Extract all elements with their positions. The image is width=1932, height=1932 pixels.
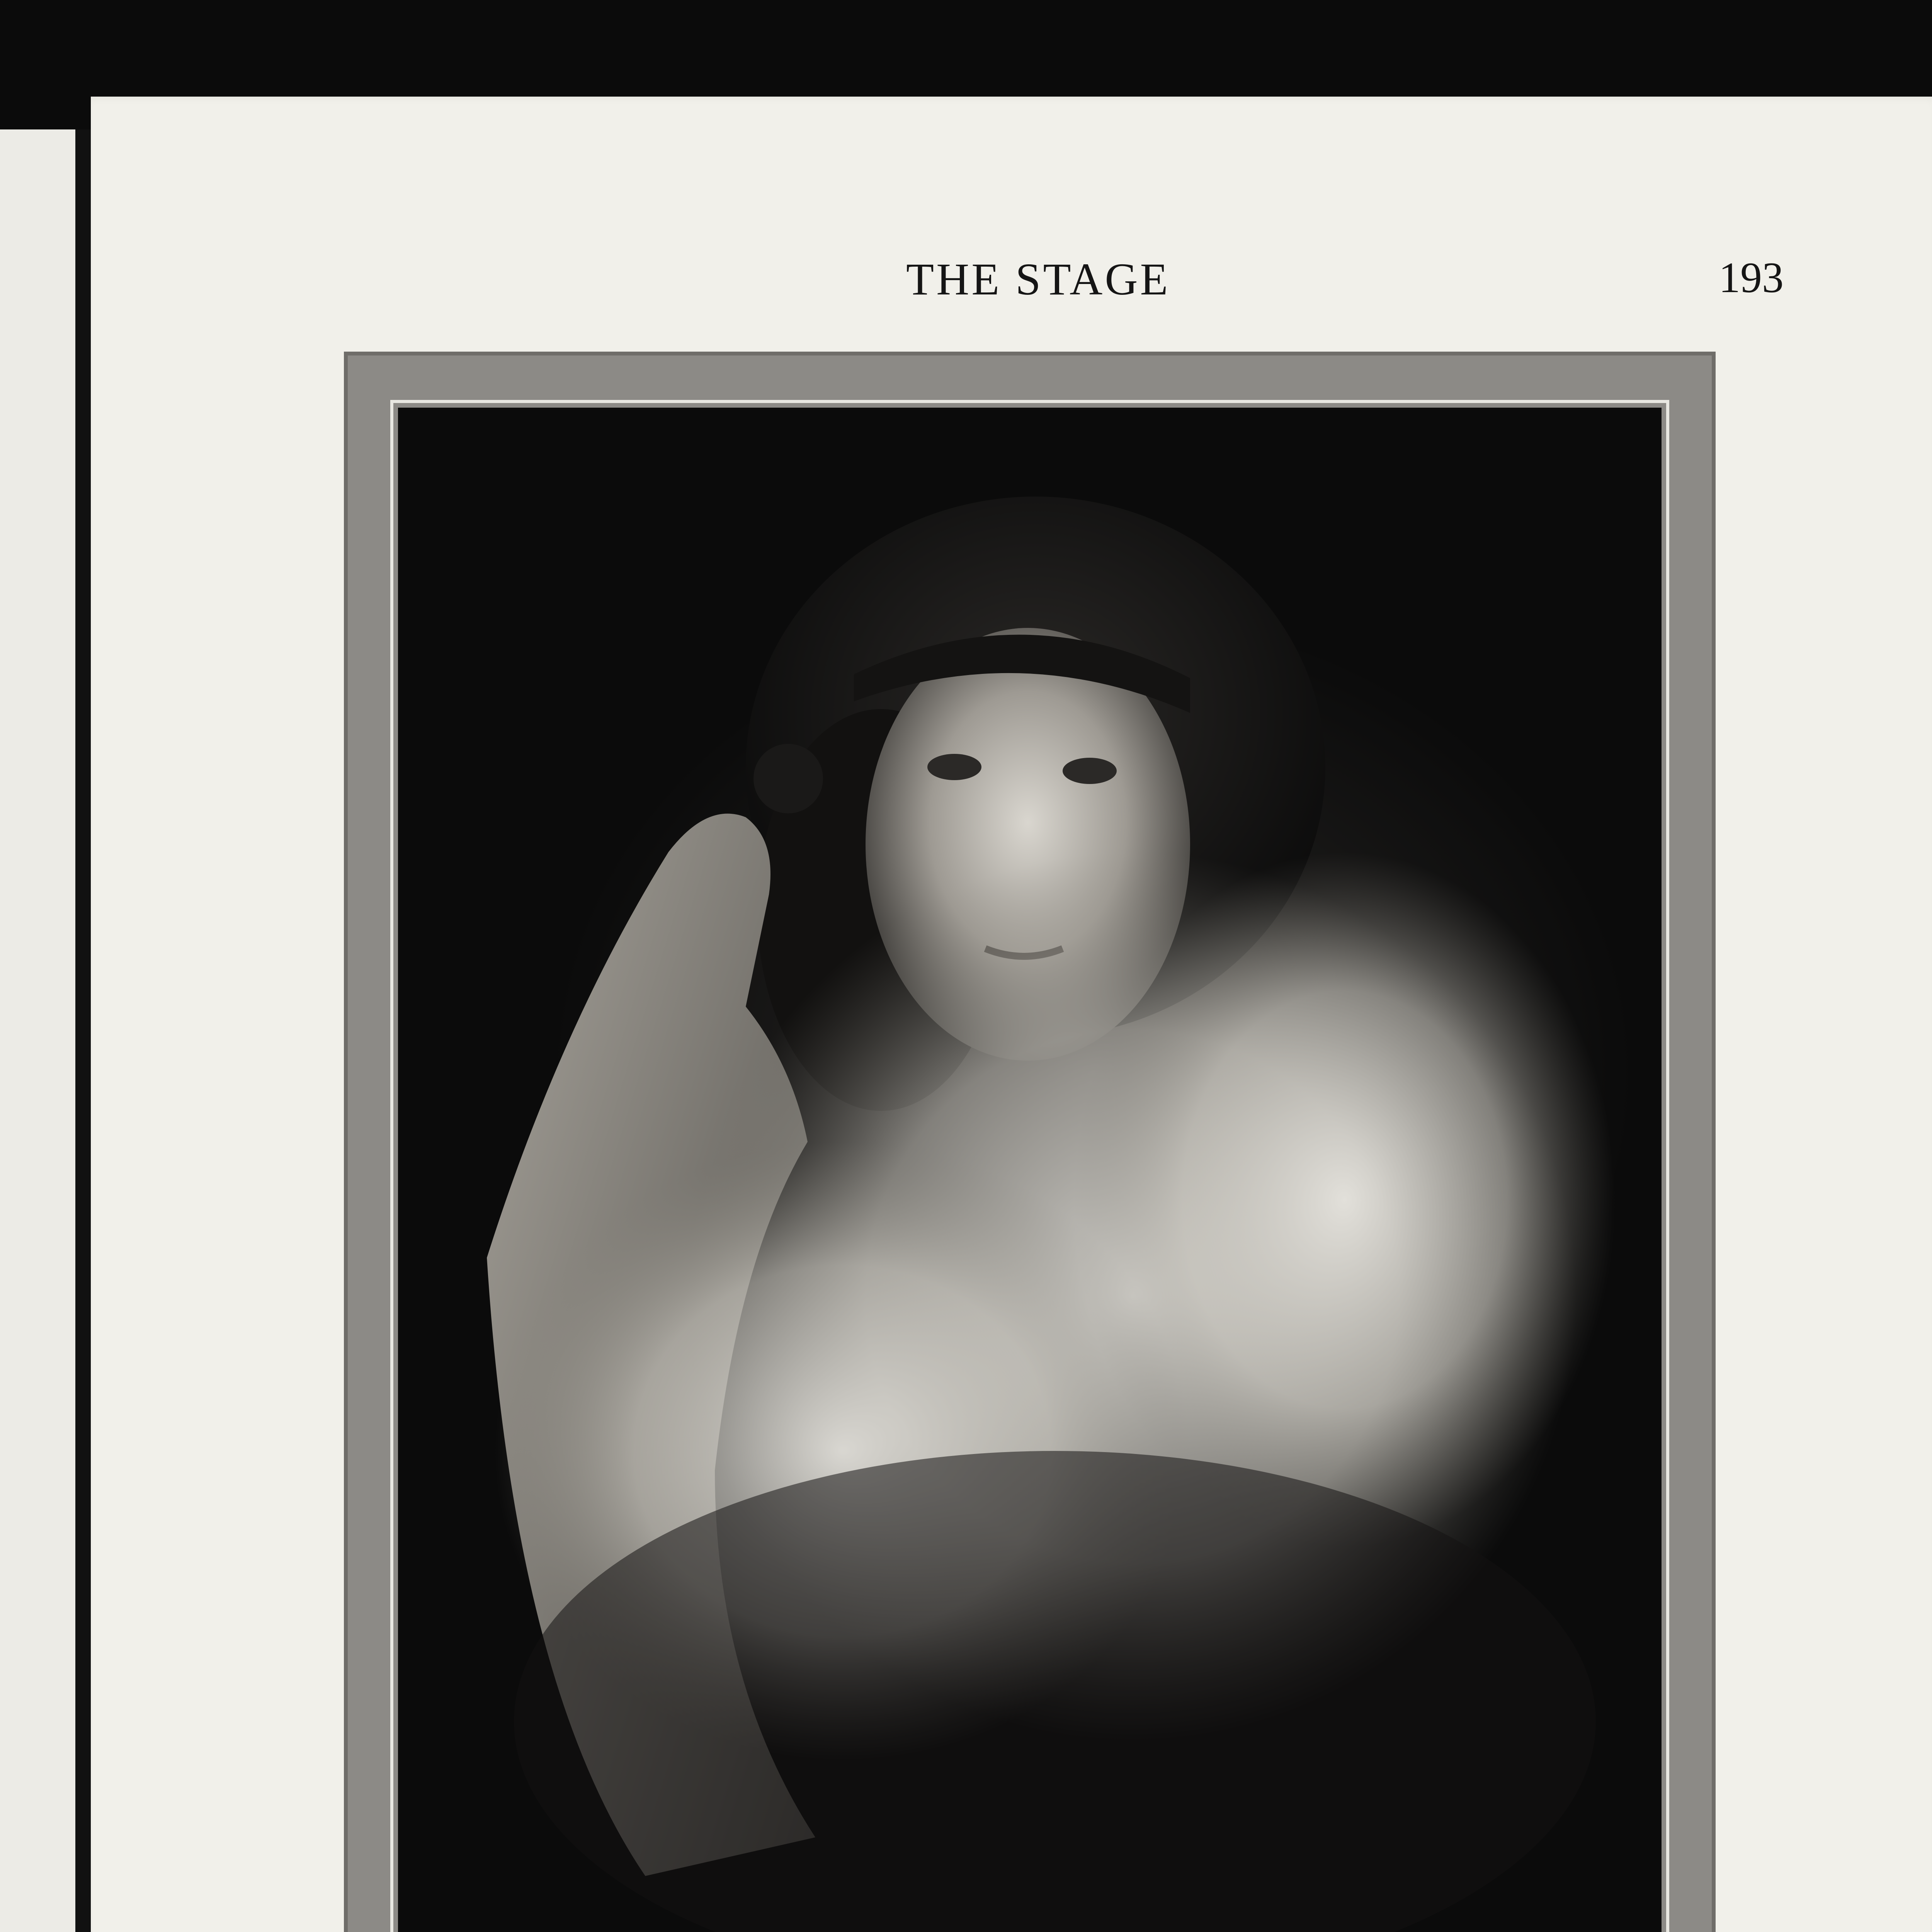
page-number: 193 bbox=[1719, 254, 1784, 302]
portrait-photograph bbox=[398, 408, 1662, 1932]
running-head: THE STAGE bbox=[906, 254, 1170, 304]
adjacent-page-edge bbox=[0, 129, 75, 1932]
portrait-illustration bbox=[398, 408, 1662, 1932]
gutter-shadow bbox=[75, 129, 91, 1932]
